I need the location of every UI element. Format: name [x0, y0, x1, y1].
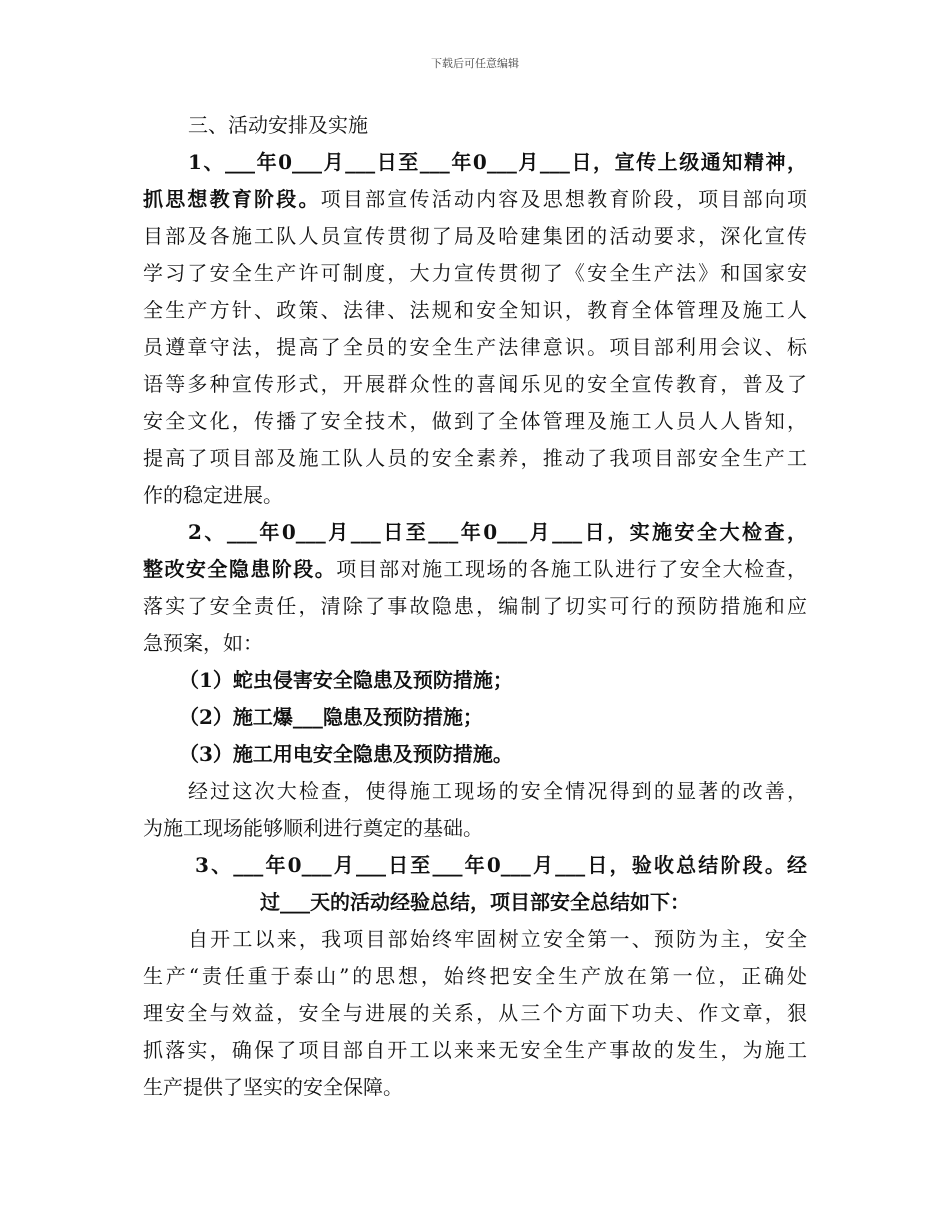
- stage1-line-9: 提高了项目部及施工队人员的安全素养，推动了我项目部安全生产工: [143, 446, 807, 470]
- stage2-heading: 2、___年0___月___日至___年0___月___日，实施安全大检查，: [188, 520, 807, 544]
- stage1-line-7: 语等多种宣传形式，开展群众性的喜闻乐见的安全宣传教育，普及了: [143, 372, 807, 396]
- stage1-heading: 1、___年0___月___日至___年0___月___日，宣传上级通知精神，: [188, 150, 807, 174]
- stage2-bold-prefix: 整改安全隐患阶段。: [143, 557, 337, 581]
- stage2-item-3: （3）施工用电安全隐患及预防措施。: [179, 742, 513, 766]
- stage1-line-2: [143, 181, 807, 218]
- stage1-line-3: 目部及各施工队人员宣传贯彻了局及哈建集团的活动要求，深化宣传: [143, 224, 807, 248]
- stage2-item-2: （2）施工爆___隐患及预防措施；: [179, 705, 483, 729]
- stage2-item-1: （1）蛇虫侵害安全隐患及预防措施；: [179, 668, 513, 692]
- section-title: 三、活动安排及实施: [188, 113, 368, 137]
- stage2-line-2: [143, 551, 807, 588]
- stage1-line-10: 作的稳定进展。: [143, 483, 283, 507]
- stage1-line-8: 安全文化，传播了安全技术，做到了全体管理及施工人员人人皆知，: [143, 409, 807, 433]
- stage1-line-6: 员遵章守法，提高了全员的安全生产法律意识。项目部利用会议、标: [143, 335, 807, 359]
- stage3-body-4: 抓落实，确保了项目部自开工以来来无安全生产事故的发生，为施工: [143, 1038, 807, 1062]
- stage1-bold-prefix: 抓思想教育阶段。: [143, 187, 321, 211]
- stage3-body-5: 生产提供了坚实的安全保障。: [143, 1075, 403, 1099]
- stage2-line-2-rest: 项目部对施工现场的各施工队进行了安全大检查，: [336, 557, 807, 581]
- stage2-after-2: 为施工现场能够顺利进行奠定的基础。: [143, 816, 483, 840]
- stage2-line-4: 急预案，如：: [143, 631, 263, 655]
- stage3-body-1: 自开工以来，我项目部始终牢固树立安全第一、预防为主，安全: [188, 927, 807, 951]
- stage1-line-5: 全生产方针、政策、法律、法规和安全知识，教育全体管理及施工人: [143, 298, 807, 322]
- stage3-body-3: 理安全与效益，安全与进展的关系，从三个方面下功夫、作文章，狠: [143, 1001, 807, 1025]
- stage3-heading-1: 3、___年0___月___日至___年0___月___日，验收总结阶段。经: [195, 853, 807, 877]
- stage1-line-4: 学习了安全生产许可制度，大力宣传贯彻了《安全生产法》和国家安: [143, 261, 807, 285]
- page-header-note: 下载后可任意编辑: [431, 57, 519, 70]
- stage3-heading-2: 过___天的活动经验总结，项目部安全总结如下：: [260, 890, 690, 914]
- stage2-after-1: 经过这次大检查，使得施工现场的安全情况得到的显著的改善，: [188, 779, 807, 803]
- stage1-line-2-rest: 项目部宣传活动内容及思想教育阶段，项目部向项: [320, 187, 807, 211]
- document-body: [143, 107, 807, 1106]
- stage2-line-3: 落实了安全责任，清除了事故隐患，编制了切实可行的预防措施和应: [143, 594, 807, 618]
- stage3-body-2: 生产“责任重于泰山”的思想，始终把安全生产放在第一位，正确处: [143, 964, 807, 988]
